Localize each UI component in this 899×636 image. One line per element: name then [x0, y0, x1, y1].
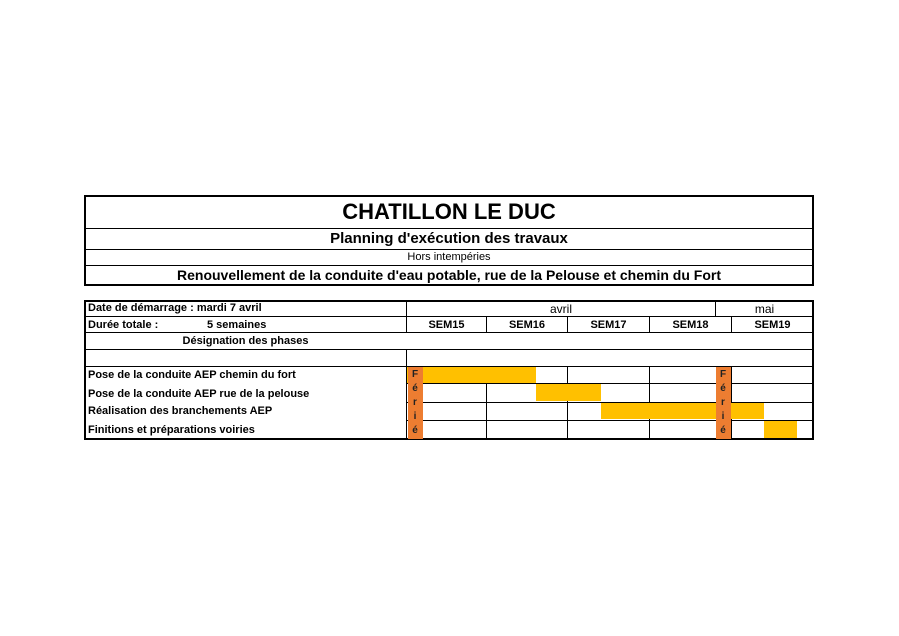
- holiday-letter: i: [413, 411, 417, 422]
- month-april: avril: [549, 302, 572, 316]
- holiday-letter: é: [720, 383, 726, 394]
- holiday-letter: é: [412, 425, 418, 436]
- phase-bar: [601, 403, 765, 419]
- week-sem18: SEM18: [672, 319, 709, 331]
- weather-note: Hors intempéries: [407, 251, 491, 263]
- duration-label: Durée totale :: [88, 319, 159, 331]
- week-sem17: SEM17: [590, 319, 627, 331]
- row-line: [407, 383, 813, 384]
- month-may: mai: [754, 302, 775, 316]
- holiday-letter: é: [720, 425, 726, 436]
- phase-bar: [764, 421, 796, 438]
- row-line: [407, 420, 813, 421]
- holiday-letter: é: [412, 383, 418, 394]
- col-line: [406, 349, 407, 439]
- phase-name: Finitions et préparations voiries: [88, 424, 255, 436]
- phase-name: Pose de la conduite AEP chemin du fort: [88, 369, 296, 381]
- row-line: [85, 349, 813, 350]
- phase-bar: [407, 367, 536, 383]
- holiday-letter: F: [411, 369, 419, 380]
- row-line: [85, 316, 813, 317]
- holiday-letter: r: [413, 397, 417, 408]
- holiday-letter: r: [721, 397, 725, 408]
- page-subtitle: Planning d'exécution des travaux: [330, 230, 568, 247]
- row-line: [85, 332, 813, 333]
- phase-name: Réalisation des branchements AEP: [88, 405, 273, 417]
- week-sem16: SEM16: [508, 319, 546, 331]
- phase-bar: [536, 384, 601, 401]
- holiday-letter: i: [721, 411, 725, 422]
- project-description: Renouvellement de la conduite d'eau potable, rue de la Pelouse et chemin du Fort: [177, 267, 721, 283]
- duration-value: 5 semaines: [207, 319, 267, 331]
- page-title: CHATILLON LE DUC: [342, 199, 556, 224]
- start-date: Date de démarrage : mardi 7 avril: [88, 302, 262, 314]
- week-sem19: SEM19: [754, 319, 791, 331]
- phases-header: Désignation des phases: [182, 335, 309, 347]
- holiday-letter: F: [719, 369, 727, 380]
- col-line: [567, 366, 568, 439]
- week-sem15: SEM15: [428, 319, 465, 331]
- phase-name: Pose de la conduite AEP rue de la pelouse: [88, 388, 310, 400]
